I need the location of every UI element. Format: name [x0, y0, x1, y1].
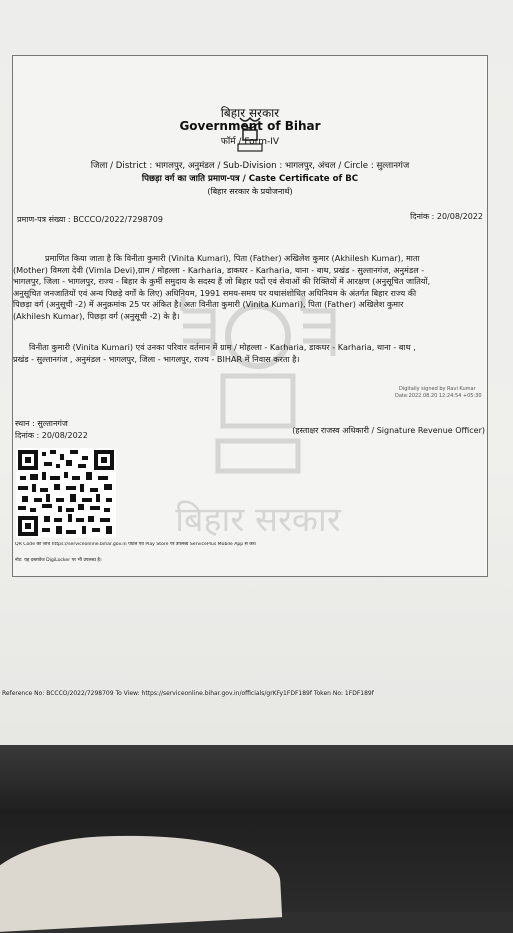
certificate-number: प्रमाण-पत्र संख्या : BCCCO/2022/7298709 — [17, 215, 163, 224]
footer-reference: Reference No: BCCCO/2022/7298709 To View: https://serviceonline.bihar.gov.in/officials/grKFy1FDF189f Token No: 1FDF189f — [2, 690, 374, 697]
watermark-text: बिहार सरकार — [175, 500, 341, 540]
para1-line: अनुसूचित जनजातियों एवं अन्य पिछड़े वर्गों के लिए) अधिनियम, 1991 समय-समय पर यथासंशोधित अधिनियम के अंतर्गत बिहार राज्य की — [13, 287, 417, 298]
header-govt-title: Government of Bihar — [179, 119, 321, 133]
place-date: दिनांक : 20/08/2022 — [15, 431, 88, 440]
header-form-number: फॉर्म / Form-IV — [220, 137, 280, 147]
place-label: स्थान : सुल्तानगंज — [15, 419, 68, 428]
certificate-document — [12, 55, 488, 577]
qr-verification-note: QR Code की जाँच https://serviceonline.bihar.gov.in पोर्टल एवं Play Store पर उपलब्ध ServicePlus Mobile App से करें। — [15, 542, 257, 547]
certificate-paragraph-1 — [13, 253, 487, 322]
header-hindi-govt: बिहार सरकार — [220, 106, 280, 120]
digital-signature-date: Date:2022.08.20 12:24:54 +05:30 — [395, 393, 482, 399]
para1-line: (Akhilesh Kumar), पिछड़ा वर्ग (अनुसूची -2) के है। — [13, 310, 180, 321]
certificate-date: दिनांक : 20/08/2022 — [410, 212, 483, 221]
para1-line: पिछड़ा वर्ग (अनुसूची -2) में अनुक्रमांक 25 पर अंकित है। अतः विनीता कुमारी (Vinita Kumari), पिता (Father) अखिलेश कुमार — [13, 299, 404, 309]
para1-line: भागलपुर, जिला - भागलपुर, राज्य - बिहार के कुर्मी समुदाय के सदस्य हैं जो बिहार पदों एवं सेवाओं की रिक्तियों में आरक्षण (अनुसूचित जातियों, — [13, 276, 431, 286]
officer-signature-line: (हस्ताक्षर राजस्व अधिकारी / Signature Revenue Officer) — [292, 426, 485, 435]
header-location-line: जिला / District : भागलपुर, अनुमंडल / Sub-Division : भागलपुर, अंचल / Circle : सुल्तानगंज — [90, 161, 410, 171]
qr-code — [16, 448, 116, 538]
header-certificate-title: पिछड़ा वर्ग का जाति प्रमाण-पत्र / Caste Certificate of BC — [141, 174, 359, 184]
para1-line: (Mother) विमला देवी (Vimla Devi),ग्राम / मोहल्ला - Karharia, डाकघर - Karharia, थाना - बाथ, प्रखंड - सुल्तानगंज, अनुमंडल - — [13, 264, 425, 275]
digilocker-note: नोट: यह दस्तावेज DigiLocker पर भी उपलब्ध है। — [15, 558, 102, 563]
para2-line: प्रखंड - सुल्तानगंज , अनुमंडल - भागलपुर, जिला - भागलपुर, राज्य - BIHAR में निवास करता है। — [13, 353, 300, 364]
certificate-paragraph-2 — [13, 342, 487, 365]
para2-line: विनीता कुमारी (Vinita Kumari) एवं उनका परिवार वर्तमान में ग्राम / मोहल्ला - Karharia, डाकघर - Karharia, थाना - बाथ , — [29, 342, 416, 352]
digital-signature-label: Digitally signed by Ravi Kumar — [399, 386, 476, 392]
header-subtitle: (बिहार सरकार के प्रयोजनार्थ) — [207, 187, 293, 196]
para1-line: प्रमाणित किया जाता है कि विनीता कुमारी (Vinita Kumari), पिता (Father) अखिलेश कुमार (Akhilesh Kumar), माता — [45, 253, 420, 263]
